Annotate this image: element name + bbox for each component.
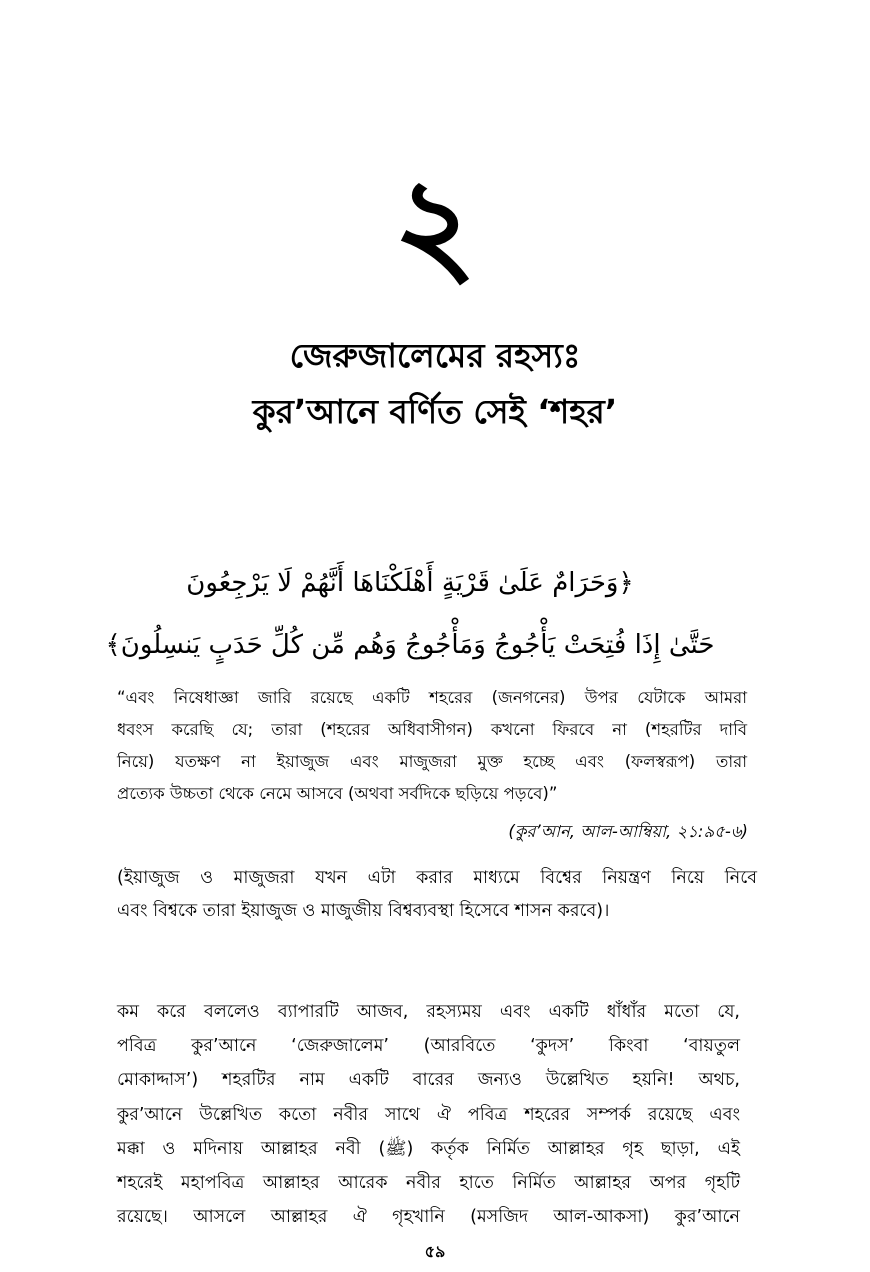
chapter-title-line-1: জেরুজালেমের রহস্যঃ [289, 336, 581, 375]
body-line: কম করে বললেও ব্যাপারটি আজব, রহস্যময় এবং একটি ধাঁধাঁর মতো যে, [117, 1002, 740, 1022]
chapter-title-line-2: কুর’আনে বর্ণিত সেই ‘শহর’ [252, 392, 618, 431]
verse-citation: (কুর’আন, আল-আম্বিয়া, ২১:৯৫-৬) [508, 822, 748, 841]
body-line: মোকাদ্দাস’) শহরটির নাম একটি বারের জন্যও উল্লেখিত হয়নি! অথচ, [117, 1070, 740, 1091]
arabic-verse-line-2: حَتَّىٰ إِذَا فُتِحَتْ يَأْجُوجُ وَمَأْجُوجُ وَهُم مِّن كُلِّ حَدَبٍ يَنسِلُونَ﴾ [105, 630, 715, 660]
explanatory-note [117, 862, 757, 928]
body-line: মক্কা ও মদিনায় আল্লাহর নবী (ﷺ) কর্তৃক নির্মিত আল্লাহর গৃহ ছাড়া, এই [117, 1138, 740, 1159]
verse-translation [117, 682, 747, 810]
note-line: এবং বিশ্বকে তারা ইয়াজুজ ও মাজুজীয় বিশ্বব্যবস্থা হিসেবে শাসন করবে)। [117, 901, 610, 921]
chapter-title [60, 328, 810, 440]
note-line: (ইয়াজুজ ও মাজুজরা যখন এটা করার মাধ্যমে বিশ্বের নিয়ন্ত্রণ নিয়ে নিবে [117, 868, 757, 888]
arabic-verse-line-1: ﴿وَحَرَامٌ عَلَىٰ قَرْيَةٍ أَهْلَكْنَاهَا أَنَّهُمْ لَا يَرْجِعُونَ [186, 568, 634, 598]
body-line: পবিত্র কুর’আনে ‘জেরুজালেম’ (আরবিতে ‘কুদস’ কিংবা ‘বায়তুল [117, 1036, 740, 1057]
page-number: ৫৯ [424, 1242, 446, 1261]
body-line: শহরেই মহাপবিত্র আল্লাহর আরেক নবীর হাতে নির্মিত আল্লাহর অপর গৃহটি [117, 1173, 740, 1194]
body-paragraph [117, 995, 740, 1234]
chapter-number: ২ [392, 149, 478, 301]
body-line: রয়েছে। আসলে আল্লাহর ঐ গৃহখানি (মসজিদ আল-আকসা) কুর’আনে [117, 1207, 740, 1228]
translation-line: “এবং নিষেধাজ্ঞা জারি রয়েছে একটি শহরের (জনগনের) উপর যেটাকে আমরা [117, 688, 747, 707]
translation-line: ধবংস করেছি যে; তারা (শহরের অধিবাসীগন) কখনো ফিরবে না (শহরটির দাবি [117, 720, 747, 739]
arabic-verse [100, 552, 720, 676]
body-line: কুর’আনে উল্লেখিত কতো নবীর সাথে ঐ পবিত্র শহরের সম্পর্ক রয়েছে এবং [117, 1104, 740, 1125]
translation-line: নিয়ে) যতক্ষণ না ইয়াজুজ এবং মাজুজরা মুক্ত হচ্ছে এবং (ফলস্বরূপ) তারা [117, 752, 748, 771]
translation-line: প্রত্যেক উচ্চতা থেকে নেমে আসবে (অথবা সর্বদিকে ছড়িয়ে পড়বে)” [117, 784, 558, 803]
